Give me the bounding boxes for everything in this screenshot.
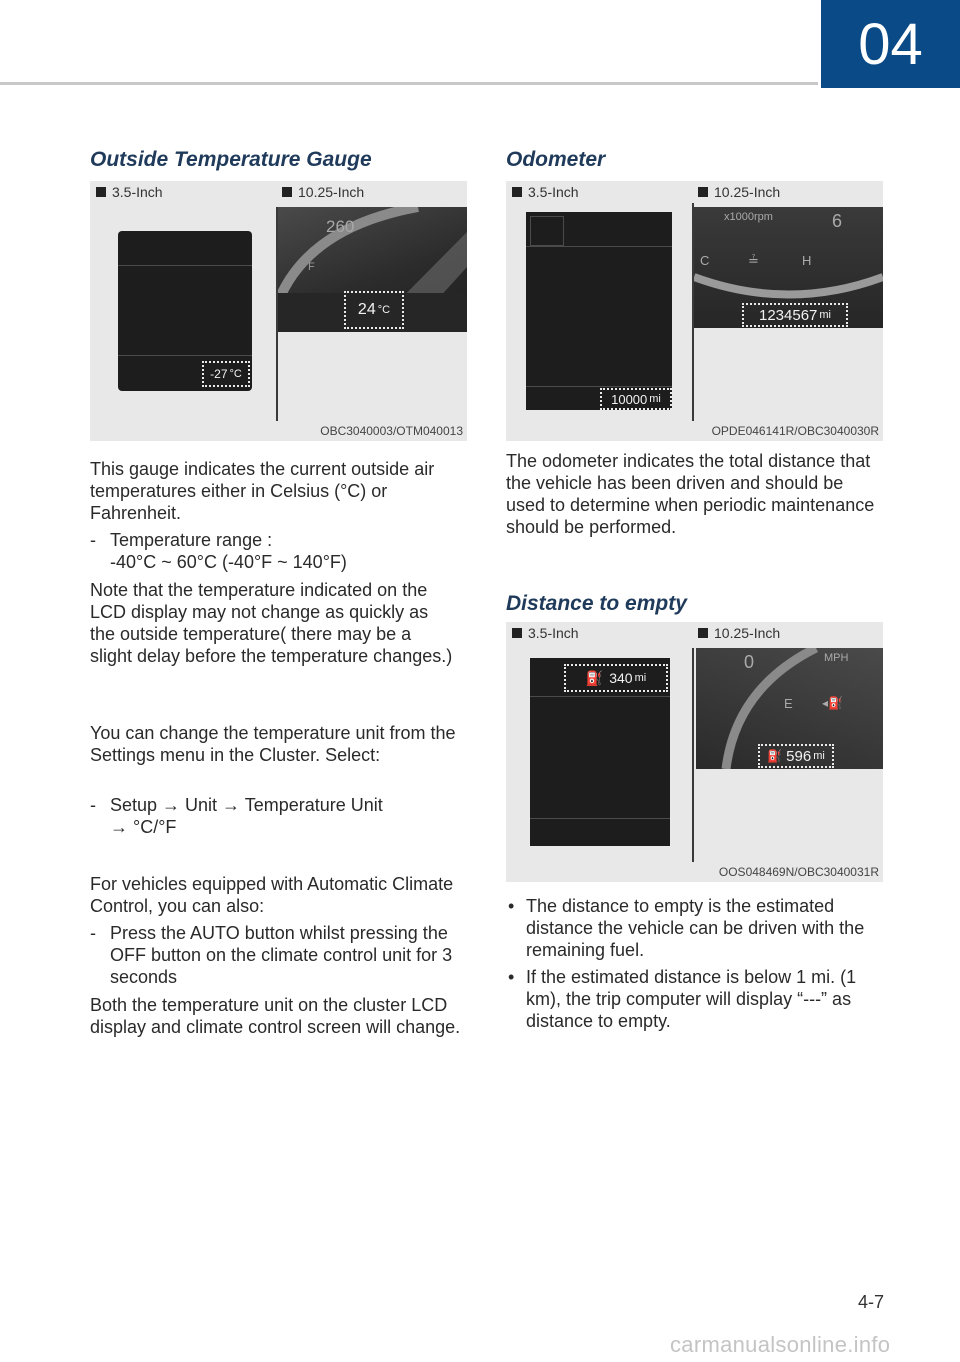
lcd-separator (118, 355, 252, 356)
fuel-pump-icon: ⛽ (767, 749, 783, 763)
paragraph-change-unit: You can change the temperature unit from the Settings menu in the Cluster. Select: (90, 723, 456, 765)
gauge-mark-h: H (802, 253, 812, 268)
figure-label-large: 10.25-Inch (698, 184, 780, 200)
square-bullet-icon (96, 187, 106, 197)
dash-marker: - (90, 923, 96, 943)
gauge-mark-e: E (784, 696, 793, 711)
square-bullet-icon (512, 628, 522, 638)
fuel-gauge-icon: ◂⛽ (822, 696, 843, 710)
lcd-separator (530, 696, 670, 697)
bullet-marker: • (508, 967, 515, 987)
section-title-outside-temperature: Outside Temperature Gauge (90, 148, 372, 171)
figure-divider (692, 648, 694, 862)
lcd-separator (526, 246, 672, 247)
lcd-corner-box (530, 216, 564, 246)
temperature-range-value: -40°C ~ 60°C (-40°F ~ 140°F) (110, 552, 347, 572)
settings-path-units: → °C/°F (110, 817, 177, 837)
bullet-below-one-mile: If the estimated distance is below 1 mi. (1 km), the trip computer will display “---” as distance to empty. (526, 967, 857, 1031)
square-bullet-icon (512, 187, 522, 197)
fuel-pump-icon: ⛽ (585, 669, 604, 686)
cluster-10-25-inch (278, 207, 467, 332)
odometer-readout-small: 10000 mi (600, 388, 672, 410)
temperature-range-label: Temperature range : (110, 530, 273, 550)
gauge-mark-c: C (700, 253, 710, 268)
gauge-mark-6: 6 (832, 211, 843, 231)
cluster-10-25-inch (696, 648, 883, 769)
gauge-mark-mph: MPH (824, 652, 849, 664)
rpm-label: x1000rpm (724, 211, 773, 223)
figure-code: OPDE046141R/OBC3040030R (711, 424, 879, 438)
paragraph-odometer-description: The odometer indicates the total distance that the vehicle has been driven and should be used to determine when periodic maintenance should be performed. (506, 451, 875, 537)
paragraph-both-change: Both the temperature unit on the cluster LCD display and climate control screen will change. (90, 995, 461, 1037)
page-number: 4-7 (858, 1292, 885, 1312)
chapter-number: 04 (858, 11, 923, 77)
lcd-3-5-inch (526, 212, 672, 410)
figure-label-small: 3.5-Inch (512, 625, 579, 641)
paragraph-gauge-description: This gauge indicates the current outside air temperatures either in Celsius (°C) or Fahrenheit. (90, 459, 435, 523)
odometer-readout-large: 1234567 mi (742, 303, 848, 327)
paragraph-automatic-climate: For vehicles equipped with Automatic Climate Control, you can also: (90, 874, 454, 916)
temperature-readout-small: -27 °C (202, 361, 250, 387)
figure-label-large: 10.25-Inch (282, 184, 364, 200)
lcd-3-5-inch (118, 231, 252, 391)
chapter-tab (821, 0, 960, 88)
bullet-marker: • (508, 896, 515, 916)
lcd-separator (530, 818, 670, 819)
header-rule (0, 82, 818, 85)
figure-odometer (506, 181, 883, 441)
dash-marker: - (90, 795, 96, 815)
figure-label-large: 10.25-Inch (698, 625, 780, 641)
settings-path: Setup → Unit → Temperature Unit (110, 795, 383, 815)
paragraph-lcd-delay-note: Note that the temperature indicated on the LCD display may not change as quickly as the outside temperature( there may be a slight delay before the temperature changes.) (90, 580, 453, 666)
cluster-10-25-inch (694, 207, 883, 328)
auto-off-instruction: Press the AUTO button whilst pressing the OFF button on the climate control unit for 3 seconds (110, 923, 453, 987)
figure-distance-to-empty (506, 622, 883, 882)
figure-code: OOS048469N/OBC3040031R (718, 865, 879, 879)
square-bullet-icon (698, 628, 708, 638)
gauge-mark-f: F (308, 261, 315, 273)
figure-outside-temperature (90, 181, 467, 441)
lcd-separator (526, 386, 672, 387)
lcd-separator (118, 265, 252, 266)
square-bullet-icon (282, 187, 292, 197)
coolant-icon: ≟ (748, 253, 759, 268)
section-title-odometer: Odometer (506, 148, 606, 171)
dash-marker: - (90, 530, 96, 550)
figure-code: OBC3040003/OTM040013 (320, 424, 463, 438)
distance-to-empty-readout-large: ⛽ 596 mi (758, 744, 834, 768)
figure-label-small: 3.5-Inch (96, 184, 163, 200)
gauge-value-260: 260 (326, 217, 355, 236)
lcd-3-5-inch (530, 658, 670, 846)
figure-label-small: 3.5-Inch (512, 184, 579, 200)
temperature-readout-large: 24 °C (344, 291, 404, 329)
bullet-distance-estimate: The distance to empty is the estimated distance the vehicle can be driven with the remaining fuel. (526, 896, 865, 960)
gauge-mark-0: 0 (744, 652, 755, 672)
distance-to-empty-readout-small: ⛽ 340 mi (564, 664, 668, 692)
watermark: carmanualsonline.info (670, 1332, 891, 1357)
square-bullet-icon (698, 187, 708, 197)
section-title-distance-to-empty: Distance to empty (506, 592, 687, 615)
